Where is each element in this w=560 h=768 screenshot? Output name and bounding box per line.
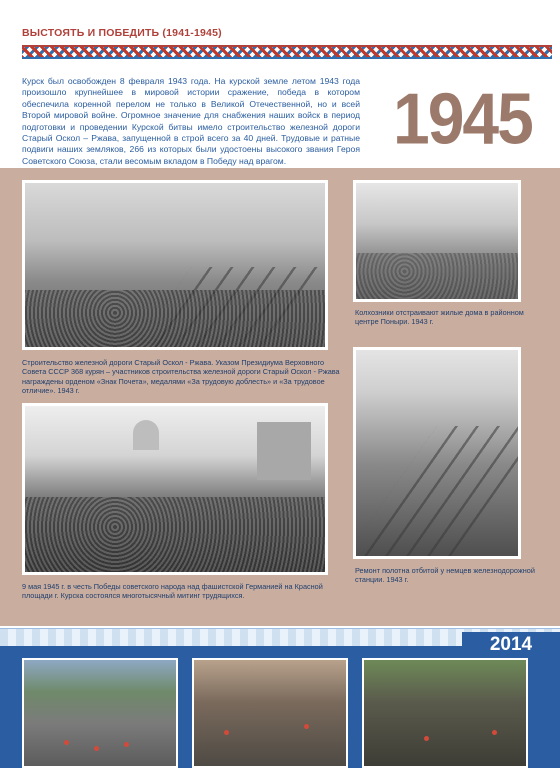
caption-railway: Строительство железной дороги Старый Оскол - Ржава. Указом Президиума Верховного Совета СССР 368 курян – участников строительства железной дороги Старый Оскол - Ржава награждены орденом «Знак Почета», медалями «За трудовую доблесть» и «За трудовое отличие». 1943 г. xyxy=(22,358,340,396)
flower-mark xyxy=(424,736,429,741)
flower-mark xyxy=(492,730,497,735)
year-2014-badge: 2014 xyxy=(462,632,560,658)
section-title: ВЫСТОЯТЬ И ПОБЕДИТЬ (1941-1945) xyxy=(22,27,222,39)
flower-mark xyxy=(124,742,129,747)
photo-railway-construction xyxy=(22,180,328,350)
photo-track-repair xyxy=(353,347,521,559)
flower-mark xyxy=(64,740,69,745)
church-dome-graphic xyxy=(133,420,159,450)
photo-veterans-salute xyxy=(362,658,528,768)
flower-mark xyxy=(94,746,99,751)
photo-veterans-parade xyxy=(192,658,348,768)
intro-paragraph: Курск был освобожден 8 февраля 1943 года. На курской земле летом 1943 года произошло крупнейшее в мировой истории сражение, победа в котором обеспечила коренной перелом не только в Великой Отечественной, но и всей Второй мировой войне. Огромное значение для снабжения наших войск в период подготовки и проведении Курской битвы имело строительство железной дороги Старый Оскол – Ржава, запущенной в строй всего за 40 дней. Трудовые и ратные подвиги наших земляков, 266 из которых были удостоены высокого звания Героя Советского Союза, стали весомым вкладом в Победу над врагом. xyxy=(22,76,360,166)
track-graphic xyxy=(353,426,521,559)
flower-mark xyxy=(224,730,229,735)
year-1945-heading: 1945 xyxy=(393,77,532,159)
caption-repair: Ремонт полотна отбитой у немцев железнодорожной станции. 1943 г. xyxy=(355,566,535,585)
ornament-band xyxy=(22,45,552,59)
building-graphic xyxy=(257,422,311,480)
photo-rebuilding-houses xyxy=(353,180,521,302)
flower-mark xyxy=(304,724,309,729)
caption-rally: 9 мая 1945 г. в честь Победы советского народа над фашистской Германией на Красной площади г. Курска состоялся многотысячный митинг трудящихся. xyxy=(22,582,323,601)
logs-graphic xyxy=(356,253,518,299)
photo-memorial-flowers xyxy=(22,658,178,768)
crowd-graphic xyxy=(25,497,325,572)
caption-houses: Колхозники отстраивают жилые дома в районном центре Поныри. 1943 г. xyxy=(355,308,524,327)
workers-graphic xyxy=(25,290,325,347)
photo-victory-rally xyxy=(22,403,328,575)
